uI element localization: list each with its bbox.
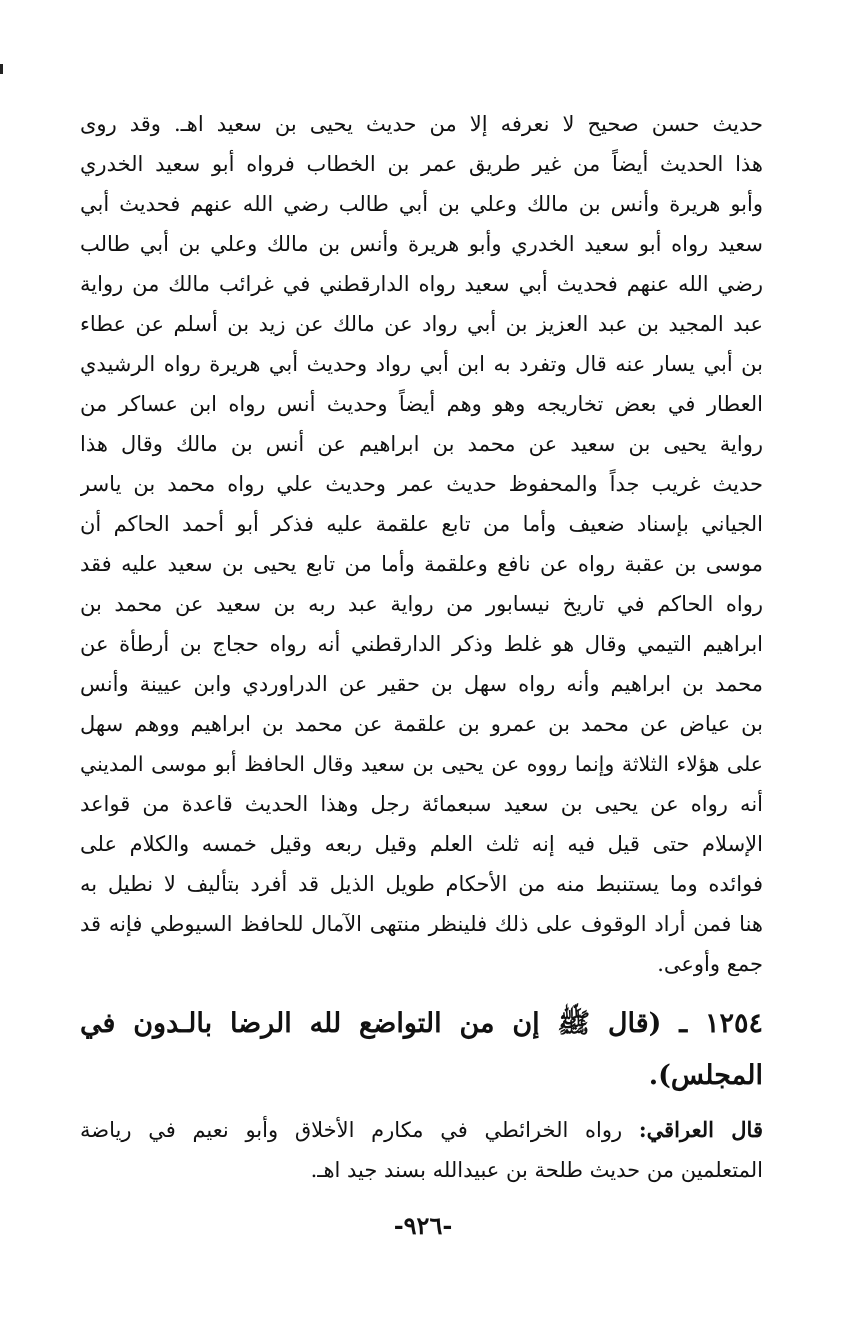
heading-line: ١٢٥٤ ـ (قال ﷺ إن من التواضع لله الرضا بالـدون في [80,1008,763,1039]
text-line: الجياني بإسناد ضعيف وأما من تابع علقمة عليه فذكر أبو أحمد الحاكم أن [80,512,763,536]
text-line: هنا فمن أراد الوقوف على ذلك فلينظر منتهى الآمال للحافظ السيوطي فإنه قد [80,912,763,936]
text-line: هذا الحديث أيضاً من غير طريق عمر بن الخطاب فرواه أبو سعيد الخدري [80,152,763,176]
text-line: محمد بن ابراهيم وأنه رواه سهل بن حقير عن الدراوردي وابن عيينة وأنس [80,672,763,696]
text-line: عبد المجيد بن عبد العزيز بن أبي رواد عن مالك عن زيد بن أسلم عن عطاء [80,312,763,336]
page-number: -٩٢٦- [393,1211,453,1240]
text-line: رضي الله عنهم فحديث أبي سعيد رواه الدارقطني في غرائب مالك من رواية [80,272,763,296]
text-line: أنه رواه عن يحيى بن سعيد سبعمائة رجل وهذا الحديث قاعدة من قواعد [80,792,763,816]
hadith-heading [80,998,763,1102]
text-line: بن أبي يسار عنه قال وتفرد به ابن أبي رواد وحديث أبي هريرة رواه الرشيدي [80,352,763,376]
text-line: الإسلام حتى قيل فيه إنه ثلث العلم وقيل ربعه وقيل خمسه والكلام على [80,832,763,856]
text-line: جمع وأوعى. [657,952,763,976]
page-content [80,104,763,1190]
text-line: رواية يحيى بن سعيد عن محمد بن ابراهيم عن أنس بن مالك وقال هذا [80,432,763,456]
text-line: رواه الحاكم في تاريخ نيسابور من رواية عبد ربه بن سعيد عن محمد بن [80,592,763,616]
commentary-paragraph [80,1110,763,1190]
text-line: سعيد رواه أبو سعيد الخدري وأبو هريرة وأنس بن مالك وعلي بن أبي طالب [80,232,763,256]
body-paragraph [80,104,763,984]
text-line: ابراهيم التيمي وقال هو غلط وذكر الدارقطني أنه رواه حجاج بن أرطأة عن [80,632,763,656]
commentator-label: قال العراقي: [638,1117,763,1142]
text-line: بن عياض عن محمد بن عمرو بن علقمة عن محمد بن ابراهيم ووهم سهل [80,712,763,736]
text-line: على هؤلاء الثلاثة وإنما رووه عن يحيى بن سعيد وقال الحافظ أبو موسى المديني [80,752,763,776]
commentary-line: المتعلمين من حديث طلحة بن عبيدالله بسند جيد اهـ. [310,1158,763,1182]
heading-line: المجلس). [648,1060,763,1091]
text-line: العطار في بعض تخاريجه وهو وهم أيضاً وحديث أنس رواه ابن عساكر من [80,392,763,416]
commentary-text: رواه الخرائطي في مكارم الأخلاق وأبو نعيم في رياضة [80,1118,623,1142]
text-line: حديث حسن صحيح لا نعرفه إلا من حديث يحيى بن سعيد اهـ. وقد روى [80,112,763,136]
text-line: حديث غريب جداً والمحفوظ حديث عمر وحديث علي رواه محمد بن ياسر [80,472,763,496]
text-line: موسى بن عقبة رواه عن نافع وعلقمة وأما من تابع يحيى بن سعيد عليه فقد [80,552,763,576]
text-line: وأبو هريرة وأنس بن مالك وعلي بن أبي طالب رضي الله عنهم فحديث أبي [80,192,763,216]
commentary-line [80,1110,763,1150]
text-line: فوائده وما يستنبط منه من الأحكام طويل الذيل قد أفرد بتأليف لا نطيل به [80,872,763,896]
scan-edge-mark [0,64,3,74]
